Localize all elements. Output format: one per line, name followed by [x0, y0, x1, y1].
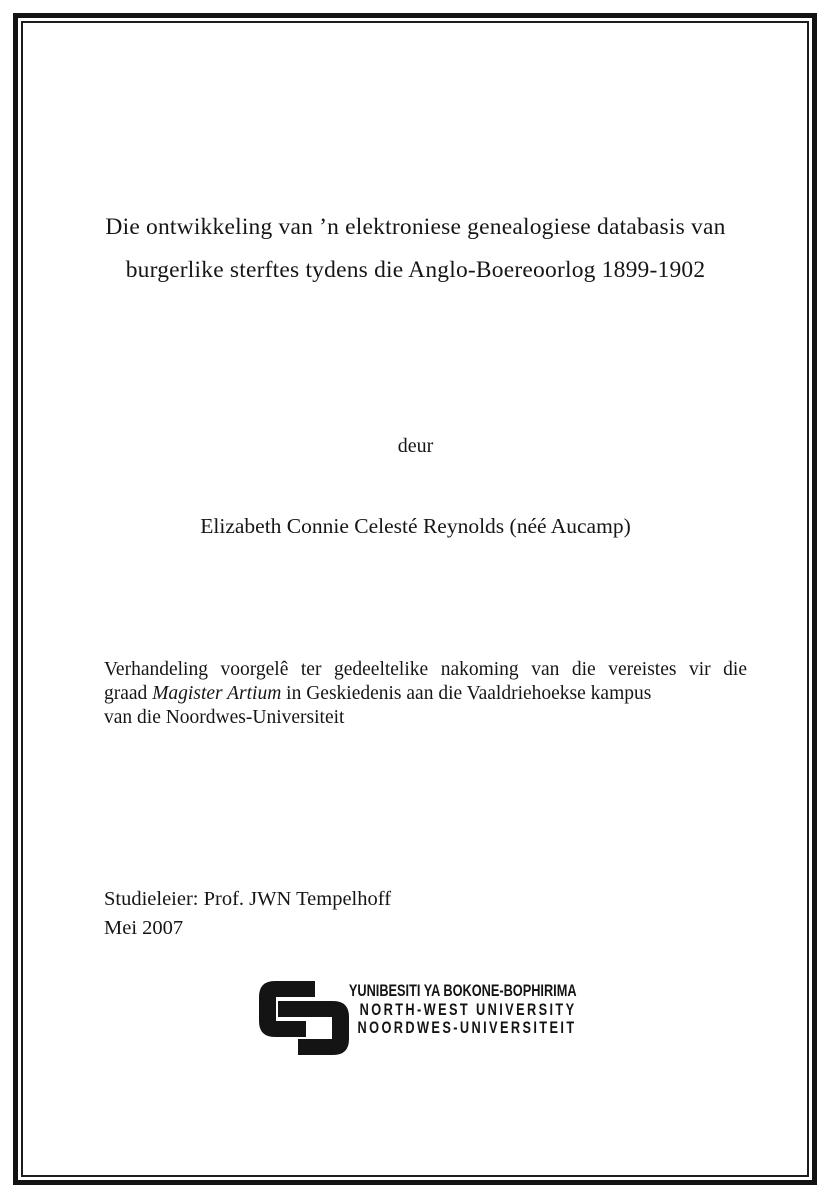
date-line: Mei 2007: [104, 916, 184, 939]
thesis-title: [0, 206, 831, 292]
nwu-logo-icon: [259, 981, 349, 1055]
submission-statement-line3: van die Noordwes-Universiteit: [104, 707, 345, 728]
nwu-name-english: NORTH-WEST UNIVERSITY: [360, 999, 577, 1019]
submission-statement-line2: [104, 682, 747, 706]
degree-suffix: in Geskiedenis aan die Vaaldriehoekse kampus: [281, 683, 652, 704]
thesis-title-line1: Die ontwikkeling van ’n elektroniese genealogiese databasis van: [105, 214, 726, 240]
byline-deur: deur: [397, 435, 434, 457]
thesis-title-line2: burgerlike sterftes tydens die Anglo-Boereoorlog 1899-1902: [125, 257, 706, 283]
submission-statement: [104, 658, 747, 730]
supervisor-line: Studieleier: Prof. JWN Tempelhoff: [104, 888, 392, 910]
nwu-name-afrikaans: NOORDWES-UNIVERSITEIT: [358, 1018, 577, 1038]
author-name: Elizabeth Connie Celesté Reynolds (néé Aucamp): [200, 514, 631, 538]
supervisor-block: [104, 885, 391, 942]
nwu-logo-wordmark: [349, 982, 577, 1038]
submission-statement-line1: Verhandeling voorgelê ter gedeeltelike nakoming van die vereistes vir die: [104, 659, 747, 680]
degree-name: Magister Artium: [152, 683, 282, 704]
degree-prefix: graad: [104, 683, 153, 704]
nwu-name-setswana: YUNIBESITI YA BOKONE-BOPHIRIMA: [349, 981, 577, 1000]
